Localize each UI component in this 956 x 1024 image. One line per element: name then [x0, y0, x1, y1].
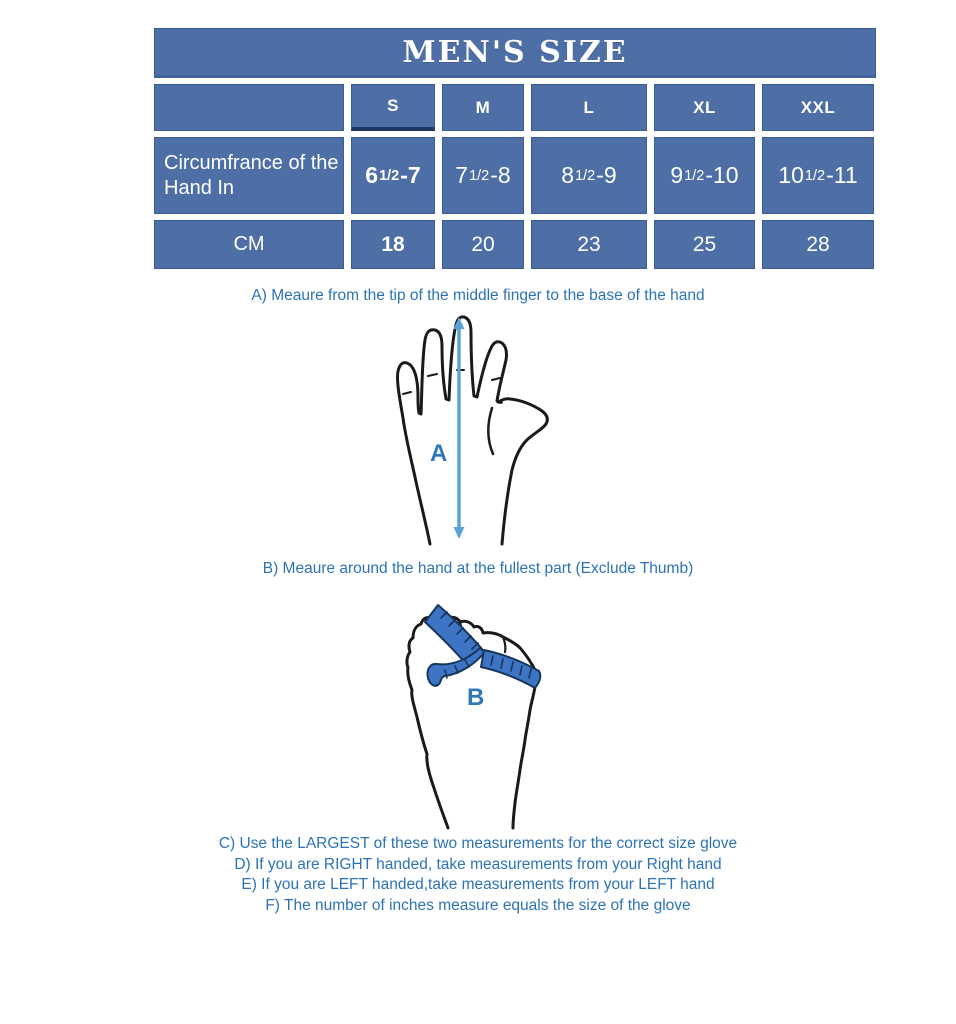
table-title-bar — [154, 28, 876, 78]
circumference-cell-xl: 9 1/2 -10 — [654, 137, 755, 214]
row-label-circumference: Circumfrance of the Hand In — [154, 137, 344, 214]
mens-size-table — [154, 28, 876, 275]
instruction-f: F) The number of inches measure equals the size of the glove — [265, 896, 691, 914]
size-header-row — [154, 84, 876, 131]
circumference-cell-s: 6 1/2 -7 — [351, 137, 435, 214]
cm-cell-s: 18 — [351, 220, 435, 269]
hand-measure-figure — [372, 312, 572, 548]
instruction-a: A) Meaure from the tip of the middle finger to the base of the hand — [251, 287, 705, 304]
table-title: MEN'S SIZE — [402, 34, 628, 70]
circumference-row — [154, 137, 876, 214]
fist-measure-figure — [385, 592, 585, 832]
instruction-e: E) If you are LEFT handed,take measurements from your LEFT hand — [241, 876, 715, 893]
header-cell-xl: XL — [654, 84, 755, 131]
header-cell-s: S — [351, 84, 435, 131]
cm-cell-xxl: 28 — [762, 220, 874, 269]
cm-cell-m: 20 — [442, 220, 524, 269]
row-label-cm: CM — [154, 220, 344, 269]
cm-cell-l: 23 — [531, 220, 647, 269]
instruction-c: C) Use the LARGEST of these two measurements for the correct size glove — [218, 835, 738, 852]
cm-row — [154, 220, 876, 269]
circumference-cell-m: 7 1/2 -8 — [442, 137, 524, 214]
header-cell-xxl: XXL — [762, 84, 874, 131]
circumference-cell-l: 8 1/2 -9 — [531, 137, 647, 214]
instruction-b: B) Meaure around the hand at the fullest part (Exclude Thumb) — [262, 560, 694, 577]
figure-label-b: B — [467, 684, 485, 711]
open-hand-diagram — [372, 312, 572, 548]
instruction-d: D) If you are RIGHT handed, take measurements from your Right hand — [234, 855, 722, 873]
figure-label-a: A — [430, 440, 448, 467]
cm-cell-xl: 25 — [654, 220, 755, 269]
hand-outline — [398, 317, 548, 544]
fist-diagram — [385, 592, 585, 832]
circumference-cell-xxl: 10 1/2 -11 — [762, 137, 874, 214]
header-cell-l: L — [531, 84, 647, 131]
instructions-c-to-f — [0, 834, 956, 916]
header-cell-m: M — [442, 84, 524, 131]
header-cell-empty — [154, 84, 344, 131]
